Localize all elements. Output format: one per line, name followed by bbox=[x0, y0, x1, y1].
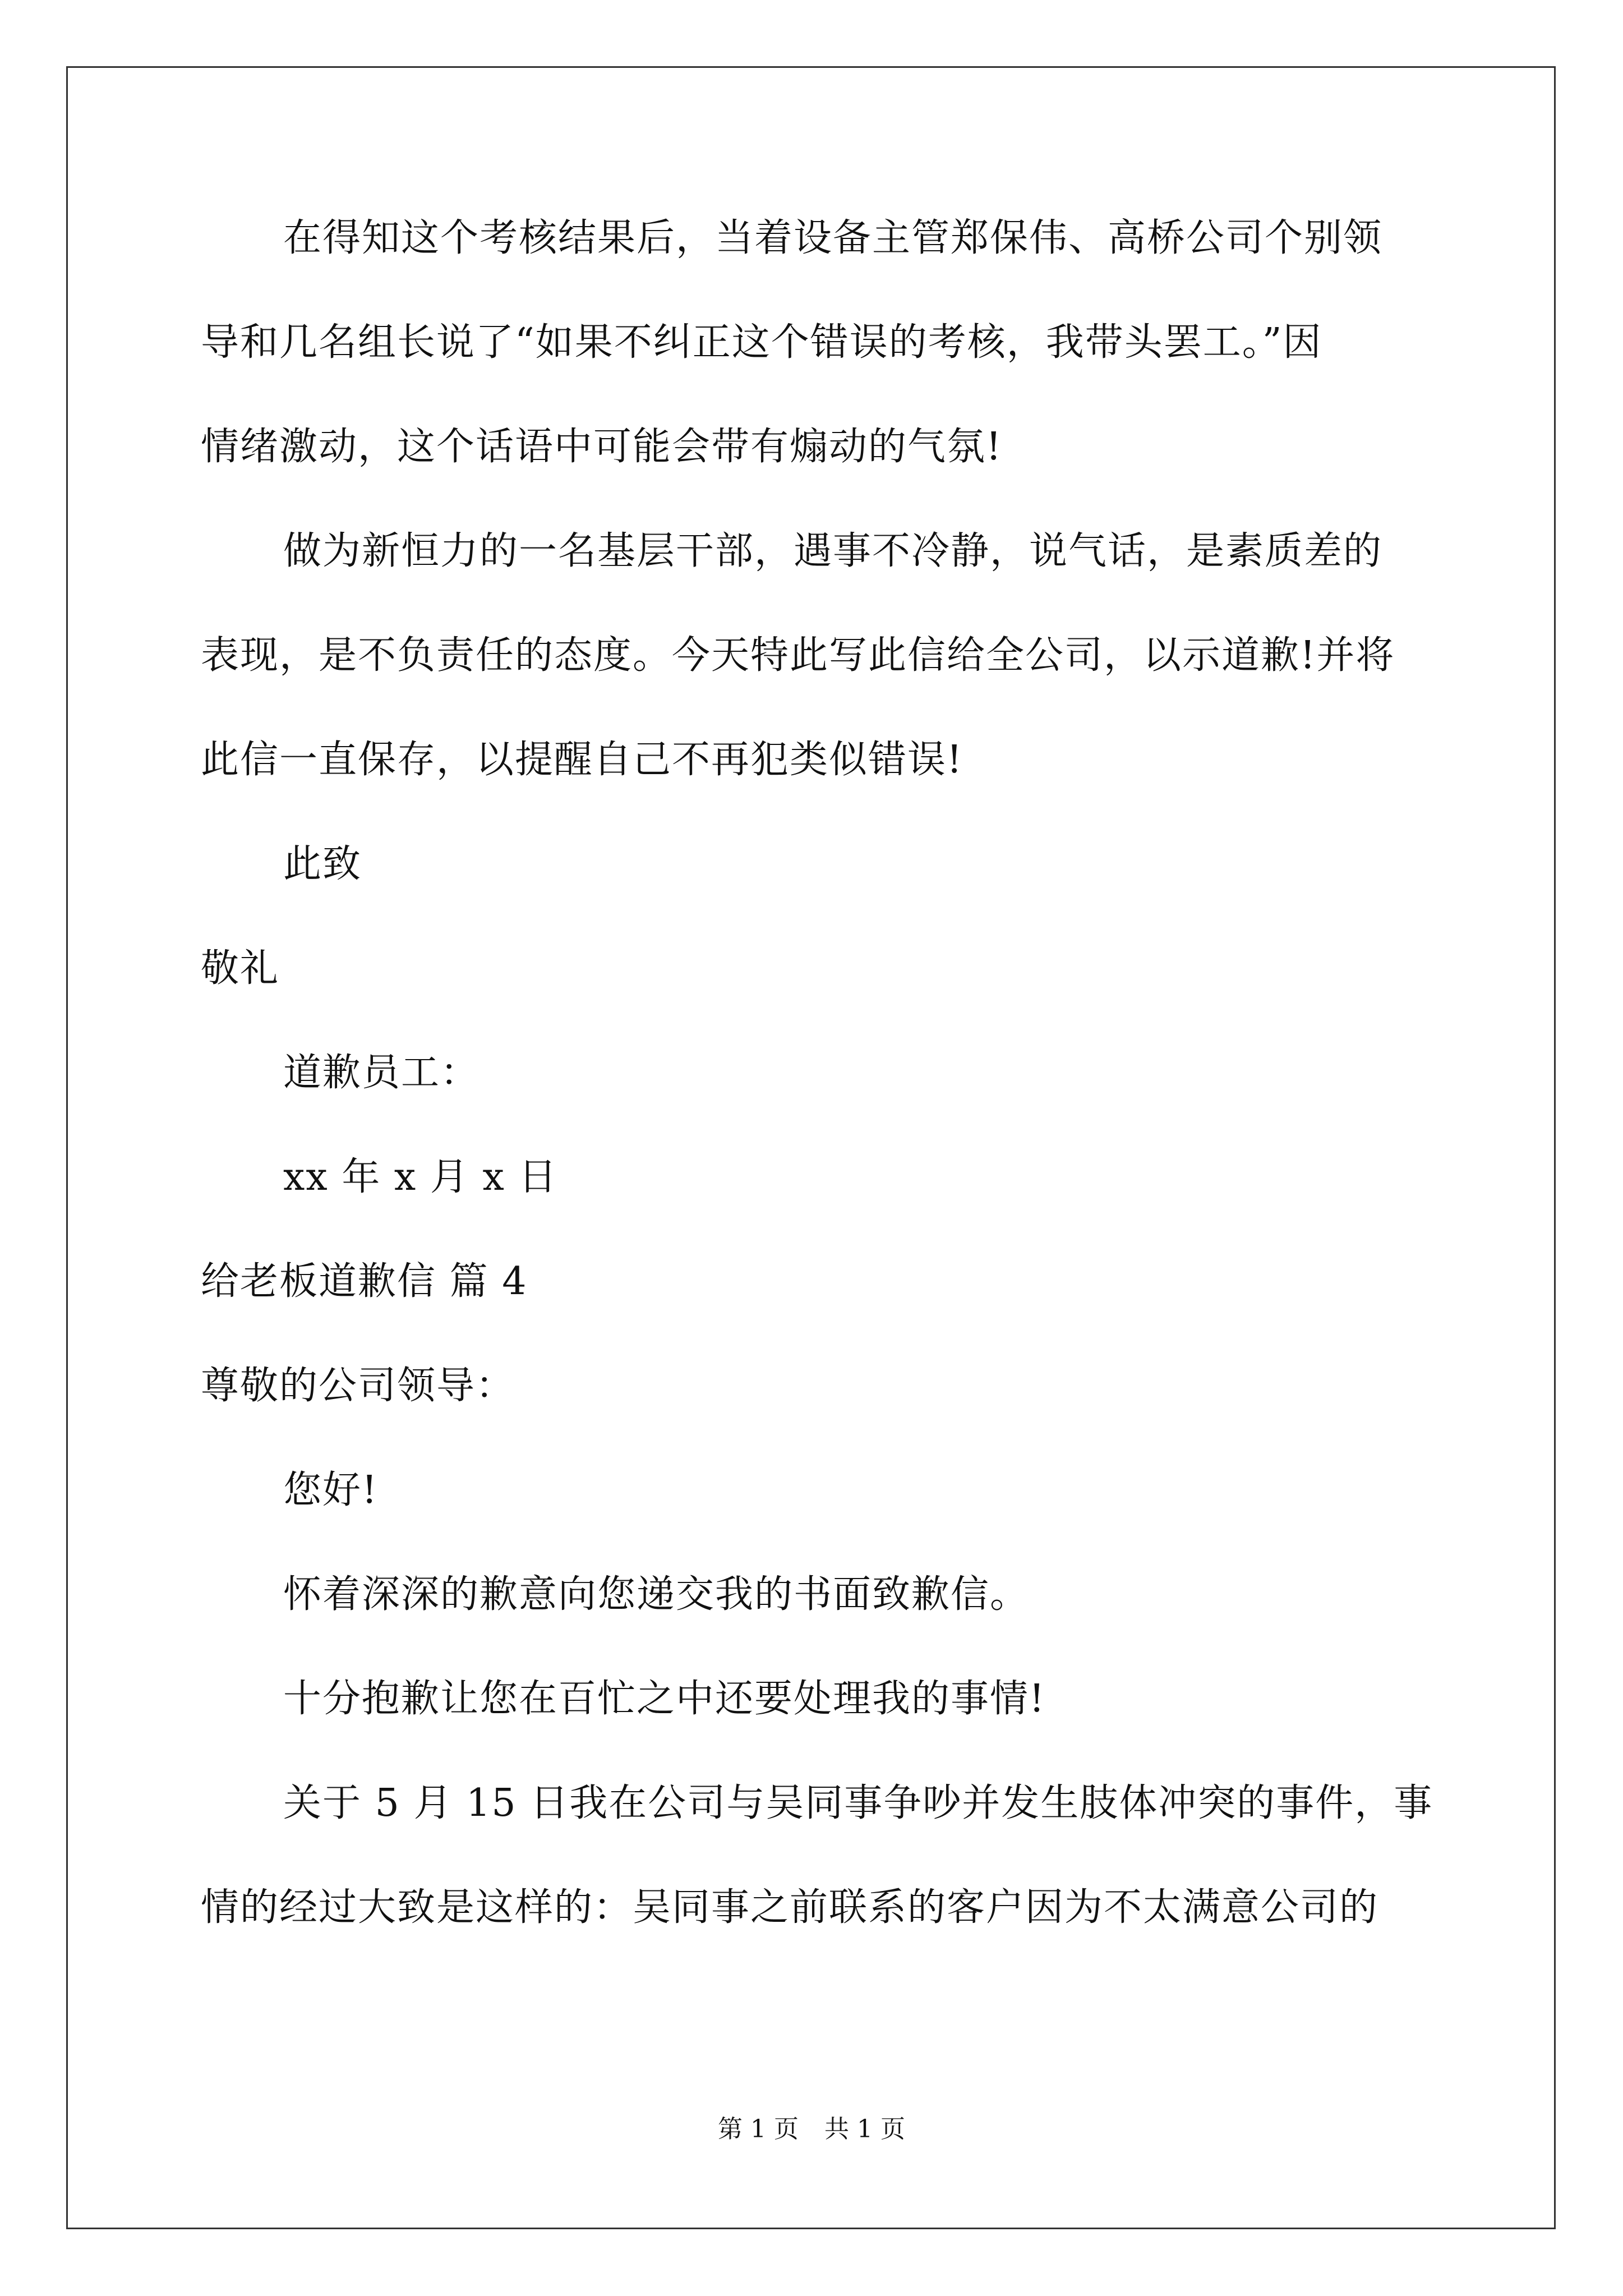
paragraph-2-line-1: 做为新恒力的一名基层干部，遇事不冷静，说气话，是素质差的 bbox=[283, 529, 1383, 573]
paragraph-2-line-2: 表现，是不负责任的态度。今天特此写此信给全公司，以示道歉!并将 bbox=[201, 633, 1395, 678]
paragraph-2-line-3: 此信一直保存，以提醒自己不再犯类似错误! bbox=[201, 738, 963, 782]
date-line: xx 年 x 月 x 日 bbox=[283, 1155, 558, 1199]
paragraph-5-line-1: 关于 5 月 15 日我在公司与吴同事争吵并发生肢体冲突的事件，事 bbox=[283, 1781, 1433, 1825]
section-title: 给老板道歉信 篇 4 bbox=[201, 1259, 528, 1304]
greeting-line: 尊敬的公司领导： bbox=[201, 1364, 515, 1408]
paragraph-3: 怀着深深的歉意向您递交我的书面致歉信。 bbox=[283, 1572, 1030, 1617]
closing-line: 此致 bbox=[283, 842, 362, 886]
page-number: 第 1 页 bbox=[718, 2115, 799, 2143]
signature-line: 道歉员工： bbox=[283, 1051, 480, 1095]
page-footer bbox=[0, 2113, 1623, 2146]
paragraph-4: 十分抱歉让您在百忙之中还要处理我的事情! bbox=[283, 1677, 1046, 1721]
paragraph-5-line-2: 情的经过大致是这样的：吴同事之前联系的客户因为不太满意公司的 bbox=[201, 1885, 1379, 1930]
salute-line: 敬礼 bbox=[201, 946, 280, 991]
hello-line: 您好! bbox=[283, 1468, 379, 1512]
page-total: 共 1 页 bbox=[824, 2115, 905, 2143]
paragraph-1-line-2: 导和几名组长说了“如果不纠正这个错误的考核，我带头罢工。”因 bbox=[201, 320, 1322, 365]
paragraph-1-line-1: 在得知这个考核结果后，当着设备主管郑保伟、高桥公司个别领 bbox=[283, 216, 1383, 260]
paragraph-1-line-3: 情绪激动，这个话语中可能会带有煽动的气氛! bbox=[201, 425, 1003, 469]
